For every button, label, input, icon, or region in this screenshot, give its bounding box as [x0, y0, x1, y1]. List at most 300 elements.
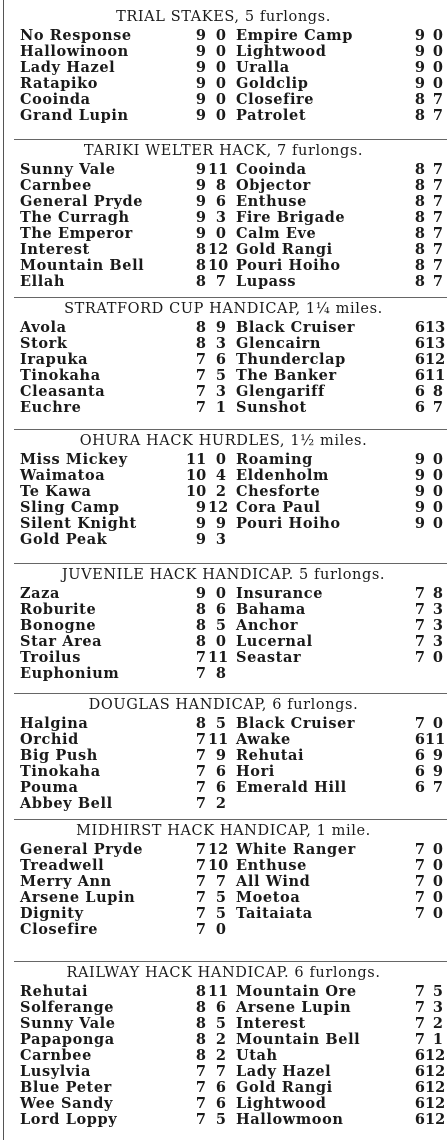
weight-pounds: 12 [208, 499, 229, 516]
weight-stone: 9 [195, 43, 206, 60]
weight-stone: 11 [186, 451, 207, 468]
entry-row [0, 352, 447, 368]
weight-pounds: 7 [432, 107, 443, 124]
entry-row [0, 922, 447, 938]
weight-pounds: 5 [215, 1015, 226, 1032]
weight-pounds: 13 [425, 335, 446, 352]
weight-pounds: 8 [215, 177, 226, 194]
weight-pounds: 0 [215, 451, 226, 468]
weight-pounds: 0 [432, 515, 443, 532]
horse-name: Silent Knight [20, 515, 137, 532]
weight-stone: 9 [414, 75, 425, 92]
weight-pounds: 7 [432, 177, 443, 194]
weight-stone: 9 [195, 91, 206, 108]
weight-stone: 8 [195, 983, 206, 1000]
weight-pounds: 0 [432, 905, 443, 922]
weight-stone: 8 [414, 241, 425, 258]
horse-name: General Pryde [20, 841, 144, 858]
weight-pounds: 9 [215, 515, 226, 532]
horse-name: Emerald Hill [236, 779, 347, 796]
weight-stone: 9 [195, 531, 206, 548]
weight-stone: 9 [195, 499, 206, 516]
weight-stone: 7 [414, 1015, 425, 1032]
horse-name: Te Kawa [20, 483, 92, 500]
weight-pounds: 2 [215, 1031, 226, 1048]
weight-stone: 6 [414, 1063, 425, 1080]
weight-stone: 7 [414, 983, 425, 1000]
horse-name: Zaza [20, 585, 61, 602]
weight-pounds: 0 [432, 873, 443, 890]
horse-name: Black Cruiser [236, 715, 356, 732]
entry-row [0, 618, 447, 634]
weight-stone: 7 [414, 999, 425, 1016]
weight-pounds: 8 [215, 665, 226, 682]
weight-pounds: 11 [208, 649, 229, 666]
entry-row [0, 274, 447, 290]
entry-row [0, 842, 447, 858]
weight-pounds: 0 [432, 499, 443, 516]
horse-name: Troilus [20, 649, 81, 666]
entry-row [0, 634, 447, 650]
weight-stone: 9 [195, 107, 206, 124]
weight-stone: 9 [195, 225, 206, 242]
weight-pounds: 9 [215, 319, 226, 336]
weight-pounds: 0 [215, 27, 226, 44]
weight-stone: 6 [414, 1047, 425, 1064]
weight-pounds: 0 [432, 715, 443, 732]
weight-stone: 6 [414, 763, 425, 780]
weight-stone: 6 [414, 383, 425, 400]
weight-stone: 8 [414, 225, 425, 242]
horse-name: Tinokaha [20, 763, 101, 780]
entry-row [0, 516, 447, 532]
weight-stone: 9 [414, 59, 425, 76]
horse-name: Fire Brigade [236, 209, 346, 226]
horse-name: Cleasanta [20, 383, 106, 400]
weight-pounds: 0 [432, 841, 443, 858]
horse-name: Grand Lupin [20, 107, 129, 124]
weight-pounds: 0 [215, 75, 226, 92]
weight-stone: 9 [195, 59, 206, 76]
horse-name: Pouma [20, 779, 79, 796]
race-section [0, 300, 447, 422]
weight-stone: 7 [195, 649, 206, 666]
weight-stone: 8 [195, 617, 206, 634]
weight-stone: 7 [195, 367, 206, 384]
horse-name: Lord Loppy [20, 1111, 118, 1128]
weight-pounds: 13 [425, 319, 446, 336]
horse-name: Interest [20, 241, 90, 258]
entry-row [0, 76, 447, 92]
weight-stone: 7 [195, 873, 206, 890]
horse-name: Glengariff [236, 383, 325, 400]
weight-pounds: 3 [432, 601, 443, 618]
horse-name: Sling Camp [20, 499, 120, 516]
horse-name: Abbey Bell [20, 795, 113, 812]
horse-name: Roaming [236, 451, 313, 468]
entry-row [0, 716, 447, 732]
entry-row [0, 906, 447, 922]
horse-name: Lusylvia [20, 1063, 91, 1080]
horse-name: Papaponga [20, 1031, 115, 1048]
weight-stone: 7 [195, 1111, 206, 1128]
weight-pounds: 1 [432, 1031, 443, 1048]
weight-stone: 9 [195, 161, 206, 178]
weight-stone: 6 [414, 351, 425, 368]
entry-row [0, 258, 447, 274]
weight-pounds: 0 [432, 467, 443, 484]
section-divider [14, 961, 447, 962]
entry-row [0, 162, 447, 178]
entry-row [0, 890, 447, 906]
entry-row [0, 178, 447, 194]
weight-stone: 9 [414, 43, 425, 60]
section-divider [14, 819, 447, 820]
weight-stone: 8 [195, 999, 206, 1016]
weight-stone: 8 [195, 1031, 206, 1048]
entry-row [0, 602, 447, 618]
weight-pounds: 12 [425, 1111, 446, 1128]
horse-name: Moetoa [236, 889, 301, 906]
weight-pounds: 5 [215, 1111, 226, 1128]
race-section [0, 432, 447, 554]
weight-stone: 9 [195, 193, 206, 210]
weight-stone: 6 [414, 731, 425, 748]
weight-pounds: 2 [215, 483, 226, 500]
weight-stone: 9 [195, 177, 206, 194]
horse-name: Star Area [20, 633, 103, 650]
weight-stone: 7 [195, 383, 206, 400]
race-title: OHURA HACK HURDLES, 1½ miles. [79, 433, 368, 449]
weight-stone: 7 [195, 889, 206, 906]
weight-stone: 6 [414, 399, 425, 416]
horse-name: Gold Rangi [236, 241, 333, 258]
weight-stone: 8 [195, 601, 206, 618]
horse-name: Stork [20, 335, 68, 352]
weight-stone: 8 [414, 177, 425, 194]
weight-pounds: 0 [215, 43, 226, 60]
weight-pounds: 0 [215, 91, 226, 108]
race-title: RAILWAY HACK HANDICAP. 6 furlongs. [66, 965, 381, 981]
entry-row [0, 210, 447, 226]
entry-row [0, 242, 447, 258]
weight-pounds: 0 [215, 585, 226, 602]
weight-pounds: 0 [432, 451, 443, 468]
horse-name: Sunny Vale [20, 161, 116, 178]
entry-row [0, 1048, 447, 1064]
weight-pounds: 7 [432, 241, 443, 258]
weight-pounds: 0 [432, 649, 443, 666]
entry-row [0, 666, 447, 682]
horse-name: Solferange [20, 999, 115, 1016]
race-section [0, 696, 447, 818]
weight-pounds: 7 [432, 257, 443, 274]
horse-name: General Pryde [20, 193, 144, 210]
weight-pounds: 12 [425, 1063, 446, 1080]
weight-stone: 7 [195, 795, 206, 812]
weight-pounds: 6 [215, 601, 226, 618]
horse-name: Wee Sandy [20, 1095, 113, 1112]
weight-pounds: 0 [215, 921, 226, 938]
weight-stone: 9 [195, 27, 206, 44]
weight-pounds: 7 [215, 873, 226, 890]
weight-pounds: 8 [432, 383, 443, 400]
weight-stone: 8 [414, 193, 425, 210]
weight-pounds: 3 [432, 999, 443, 1016]
weight-pounds: 0 [432, 857, 443, 874]
race-title: DOUGLAS HANDICAP, 6 furlongs. [88, 697, 359, 713]
entry-row [0, 194, 447, 210]
horse-name: Mountain Bell [20, 257, 145, 274]
weight-pounds: 0 [215, 225, 226, 242]
entry-row [0, 468, 447, 484]
weight-stone: 7 [414, 905, 425, 922]
weight-stone: 9 [414, 515, 425, 532]
horse-name: Awake [236, 731, 291, 748]
weight-stone: 9 [195, 585, 206, 602]
weight-stone: 7 [195, 731, 206, 748]
horse-name: Hori [236, 763, 275, 780]
weight-pounds: 0 [432, 43, 443, 60]
horse-name: No Response [20, 27, 132, 44]
horse-name: Enthuse [236, 193, 307, 210]
weight-stone: 7 [414, 1031, 425, 1048]
weight-pounds: 3 [432, 633, 443, 650]
weight-stone: 8 [195, 273, 206, 290]
entry-row [0, 28, 447, 44]
horse-name: Interest [236, 1015, 306, 1032]
entry-row [0, 650, 447, 666]
weight-stone: 8 [414, 273, 425, 290]
section-divider [14, 693, 447, 694]
weight-pounds: 2 [215, 795, 226, 812]
weight-stone: 7 [195, 921, 206, 938]
weight-stone: 7 [195, 1079, 206, 1096]
weight-pounds: 2 [432, 1015, 443, 1032]
entry-row [0, 484, 447, 500]
horse-name: Thunderclap [236, 351, 346, 368]
horse-name: Ellah [20, 273, 66, 290]
weight-stone: 7 [195, 1063, 206, 1080]
weight-stone: 7 [414, 601, 425, 618]
weight-pounds: 9 [432, 763, 443, 780]
entry-row [0, 796, 447, 812]
weight-pounds: 3 [215, 209, 226, 226]
section-divider [14, 563, 447, 564]
weight-pounds: 3 [432, 617, 443, 634]
horse-name: Lady Hazel [236, 1063, 332, 1080]
weight-pounds: 0 [432, 27, 443, 44]
weight-stone: 8 [195, 319, 206, 336]
weight-stone: 9 [195, 75, 206, 92]
horse-name: Seastar [236, 649, 302, 666]
weight-stone: 8 [414, 209, 425, 226]
weight-pounds: 0 [432, 59, 443, 76]
weight-pounds: 12 [425, 1047, 446, 1064]
weight-pounds: 9 [432, 747, 443, 764]
weight-pounds: 6 [215, 193, 226, 210]
horse-name: Cora Paul [236, 499, 321, 516]
weight-stone: 7 [195, 779, 206, 796]
entry-row [0, 336, 447, 352]
horse-name: Rehutai [20, 983, 89, 1000]
horse-name: Anchor [236, 617, 299, 634]
weight-pounds: 11 [208, 731, 229, 748]
weight-stone: 7 [195, 747, 206, 764]
weight-stone: 8 [195, 715, 206, 732]
horse-name: Goldclip [236, 75, 309, 92]
weight-stone: 9 [195, 515, 206, 532]
entry-row [0, 532, 447, 548]
weight-pounds: 6 [215, 1095, 226, 1112]
weight-pounds: 5 [215, 715, 226, 732]
entry-row [0, 1080, 447, 1096]
horse-name: Gold Rangi [236, 1079, 333, 1096]
weight-stone: 8 [195, 1015, 206, 1032]
weight-stone: 7 [195, 665, 206, 682]
weight-stone: 8 [414, 257, 425, 274]
weight-stone: 7 [414, 841, 425, 858]
horse-name: Sunny Vale [20, 1015, 116, 1032]
entry-row [0, 452, 447, 468]
weight-pounds: 0 [432, 889, 443, 906]
horse-name: Closefire [236, 91, 315, 108]
weight-stone: 9 [195, 209, 206, 226]
weight-pounds: 3 [215, 335, 226, 352]
weight-pounds: 5 [215, 905, 226, 922]
horse-name: Bahama [236, 601, 306, 618]
race-title: MIDHIRST HACK HANDICAP, 1 mile. [76, 823, 371, 839]
race-section [0, 566, 447, 688]
weight-stone: 6 [414, 1095, 425, 1112]
horse-name: Roburite [20, 601, 97, 618]
weight-pounds: 6 [215, 351, 226, 368]
horse-name: Arsene Lupin [236, 999, 352, 1016]
horse-name: Chesforte [236, 483, 321, 500]
horse-name: Irapuka [20, 351, 89, 368]
weight-stone: 9 [414, 499, 425, 516]
weight-stone: 8 [195, 257, 206, 274]
horse-name: Avola [20, 319, 67, 336]
horse-name: Glencairn [236, 335, 321, 352]
race-title: JUVENILE HACK HANDICAP. 5 furlongs. [61, 567, 386, 583]
section-divider [14, 429, 447, 430]
horse-name: Hallowinoon [20, 43, 129, 60]
weight-stone: 9 [414, 483, 425, 500]
weight-stone: 7 [414, 649, 425, 666]
weight-pounds: 7 [432, 273, 443, 290]
race-section [0, 822, 447, 944]
entry-row [0, 44, 447, 60]
horse-name: Merry Ann [20, 873, 112, 890]
entry-row [0, 1016, 447, 1032]
weight-pounds: 0 [432, 483, 443, 500]
horse-name: Mountain Ore [236, 983, 357, 1000]
horse-name: Miss Mickey [20, 451, 128, 468]
horse-name: Lucernal [236, 633, 313, 650]
weight-pounds: 5 [432, 983, 443, 1000]
weight-stone: 7 [195, 857, 206, 874]
weight-pounds: 6 [215, 1079, 226, 1096]
weight-pounds: 9 [215, 747, 226, 764]
entry-row [0, 1032, 447, 1048]
weight-stone: 10 [186, 467, 207, 484]
horse-name: Dignity [20, 905, 84, 922]
horse-name: All Wind [236, 873, 311, 890]
horse-name: Cooinda [236, 161, 307, 178]
section-divider [14, 297, 447, 298]
weight-pounds: 5 [215, 617, 226, 634]
weight-stone: 7 [414, 873, 425, 890]
weight-stone: 8 [195, 633, 206, 650]
entry-row [0, 1112, 447, 1128]
horse-name: Uralla [236, 59, 290, 76]
weight-pounds: 12 [208, 241, 229, 258]
weight-pounds: 12 [425, 1079, 446, 1096]
weight-stone: 7 [195, 841, 206, 858]
horse-name: Halgina [20, 715, 89, 732]
horse-name: The Curragh [20, 209, 130, 226]
weight-stone: 9 [414, 451, 425, 468]
weight-pounds: 1 [215, 399, 226, 416]
weight-stone: 6 [414, 747, 425, 764]
race-title: TARIKI WELTER HACK, 7 furlongs. [83, 143, 364, 159]
horse-name: Calm Eve [236, 225, 317, 242]
horse-name: Lupass [236, 273, 297, 290]
weight-pounds: 11 [425, 731, 446, 748]
horse-name: Orchid [20, 731, 79, 748]
weight-pounds: 11 [208, 161, 229, 178]
weight-stone: 9 [414, 27, 425, 44]
weight-pounds: 10 [208, 257, 229, 274]
weight-stone: 7 [195, 399, 206, 416]
weight-stone: 7 [195, 351, 206, 368]
entry-row [0, 1064, 447, 1080]
weight-stone: 8 [414, 91, 425, 108]
horse-name: Big Push [20, 747, 98, 764]
horse-name: Objector [236, 177, 311, 194]
horse-name: The Banker [236, 367, 337, 384]
weight-stone: 7 [414, 857, 425, 874]
horse-name: Taitaiata [236, 905, 313, 922]
weight-pounds: 6 [215, 763, 226, 780]
weight-stone: 7 [414, 715, 425, 732]
weight-pounds: 11 [425, 367, 446, 384]
entry-row [0, 1096, 447, 1112]
horse-name: Patrolet [236, 107, 307, 124]
weight-stone: 8 [195, 241, 206, 258]
horse-name: Ratapiko [20, 75, 99, 92]
weight-stone: 7 [414, 617, 425, 634]
weight-stone: 8 [195, 335, 206, 352]
horse-name: Treadwell [20, 857, 105, 874]
weight-stone: 7 [195, 1095, 206, 1112]
weight-stone: 6 [414, 779, 425, 796]
horse-name: The Emperor [20, 225, 133, 242]
weight-pounds: 7 [432, 161, 443, 178]
weight-stone: 7 [414, 889, 425, 906]
weight-pounds: 0 [215, 107, 226, 124]
weight-pounds: 12 [208, 841, 229, 858]
horse-name: Euphonium [20, 665, 120, 682]
entry-row [0, 368, 447, 384]
weight-pounds: 3 [215, 531, 226, 548]
weight-pounds: 4 [215, 467, 226, 484]
horse-name: Enthuse [236, 857, 307, 874]
horse-name: Hallowmoon [236, 1111, 344, 1128]
entry-row [0, 732, 447, 748]
horse-name: Bonogne [20, 617, 97, 634]
